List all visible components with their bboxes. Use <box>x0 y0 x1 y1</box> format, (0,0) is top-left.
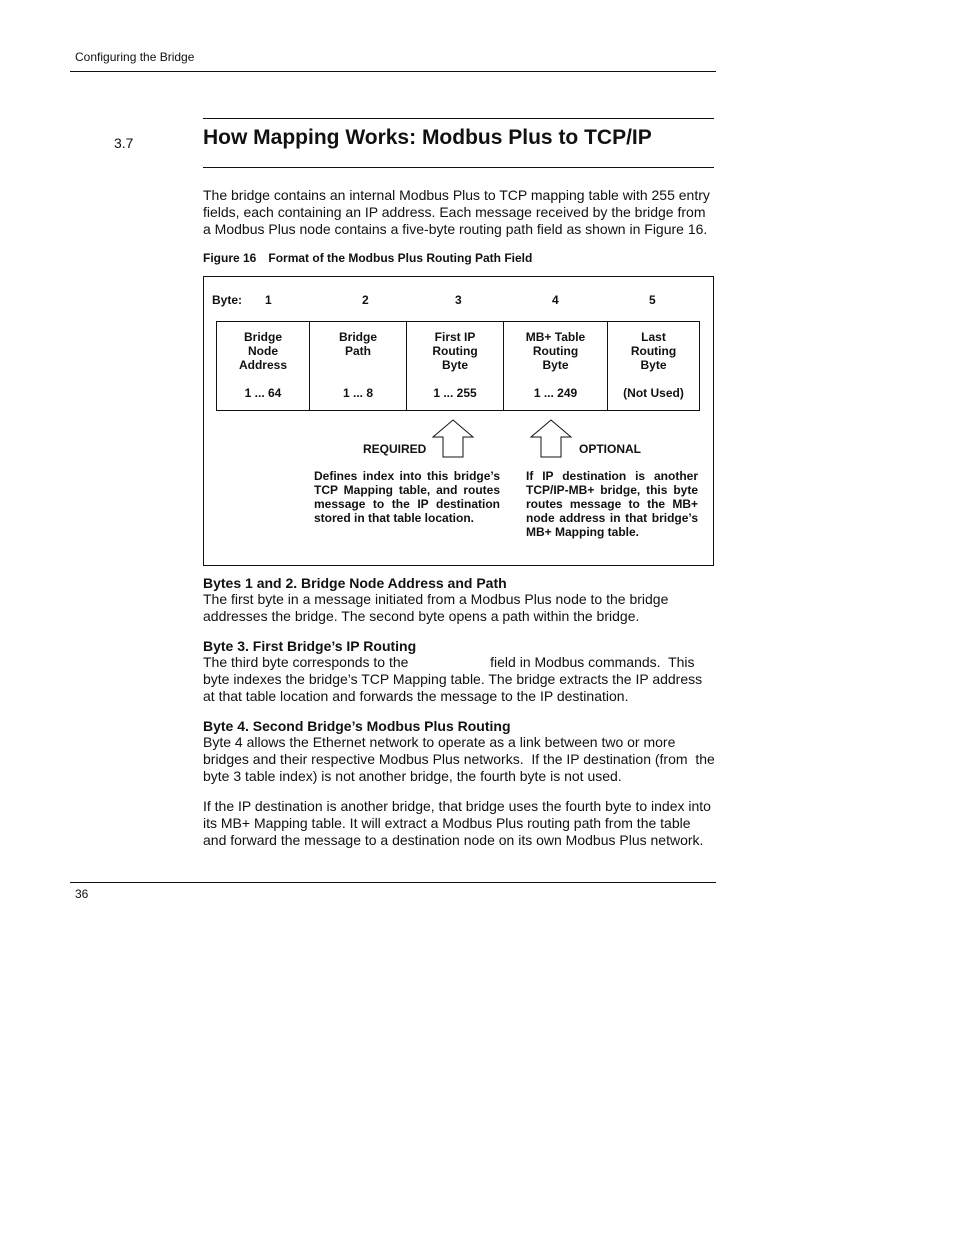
note-line: If IP destination is another <box>526 469 698 483</box>
note-line: routes message to the MB+ <box>526 497 698 511</box>
cell-line: Routing <box>630 344 677 358</box>
routing-byte-table <box>216 321 700 411</box>
required-note <box>314 469 500 525</box>
footer-rule <box>70 882 716 883</box>
byte-number: 3 <box>455 293 462 307</box>
intro-line: fields, each containing an IP address. Each message received by the bridge from <box>203 204 706 220</box>
note-line: stored in that table location. <box>314 511 475 525</box>
body-line: Byte 4 allows the Ethernet network to operate as a link between two or more <box>203 734 676 750</box>
subsection-body <box>203 591 723 625</box>
intro-paragraph <box>203 187 723 238</box>
figure-caption <box>203 251 532 265</box>
body-line: addresses the bridge. The second byte opens a path within the bridge. <box>203 608 640 624</box>
figure-title: Format of the Modbus Plus Routing Path Field <box>268 251 533 265</box>
note-line: Defines index into this bridge’s <box>314 469 500 483</box>
byte-prefix-label: Byte: <box>212 293 243 307</box>
cell-line: Node <box>248 344 278 358</box>
note-line: TCP/IP-MB+ bridge, this byte <box>526 483 698 497</box>
subsection-heading: Byte 4. Second Bridge’s Modbus Plus Routing <box>203 718 511 734</box>
byte-number: 2 <box>362 293 369 307</box>
byte-cell-last-routing <box>608 322 699 410</box>
required-label: REQUIRED <box>363 442 427 456</box>
section-title: How Mapping Works: Modbus Plus to TCP/IP <box>203 126 652 149</box>
note-line: message to the IP destination <box>314 497 500 511</box>
required-arrow-icon <box>431 419 475 459</box>
section-number: 3.7 <box>114 135 134 151</box>
subsection-heading: Bytes 1 and 2. Bridge Node Address and Path <box>203 575 507 591</box>
cell-line: Routing <box>532 344 579 358</box>
body-line: byte 3 table index) is not another bridge, the fourth byte is not used. <box>203 768 622 784</box>
note-line: node address in that bridge’s <box>526 511 698 525</box>
body-line: bridges and their respective Modbus Plus networks. If the IP destination (from the <box>203 751 715 767</box>
subsection-body <box>203 734 723 785</box>
body-line: and forward the message to a destination node on its own Modbus Plus network. <box>203 832 704 848</box>
optional-note <box>526 469 698 539</box>
cell-line: MB+ Table <box>525 330 586 344</box>
intro-line: The bridge contains an internal Modbus Plus to TCP mapping table with 255 entry <box>203 187 710 203</box>
cell-line: Last <box>641 330 666 344</box>
page-number: 36 <box>75 887 89 901</box>
cell-line: Byte <box>542 358 569 372</box>
title-top-rule <box>203 118 714 119</box>
closing-paragraph <box>203 798 723 849</box>
cell-range: 1 ... 8 <box>342 386 374 400</box>
optional-label: OPTIONAL <box>579 442 641 456</box>
cell-line: Routing <box>432 344 478 358</box>
cell-range: 1 ... 64 <box>244 386 282 400</box>
body-line: The first byte in a message initiated from a Modbus Plus node to the bridge <box>203 591 669 607</box>
cell-line: Address <box>238 358 288 372</box>
note-line: MB+ Mapping table. <box>526 525 640 539</box>
byte-number: 4 <box>552 293 559 307</box>
intro-line: a Modbus Plus node contains a five-byte routing path field as shown in Figure 16. <box>203 221 708 237</box>
optional-arrow-icon <box>529 419 573 459</box>
cell-line: Byte <box>441 358 468 372</box>
cell-line: Path <box>344 344 371 358</box>
body-line: its MB+ Mapping table. It will extract a Modbus Plus routing path from the table <box>203 815 691 831</box>
cell-line: Bridge <box>243 330 282 344</box>
note-line: TCP Mapping table, and routes <box>314 483 500 497</box>
byte-number: 1 <box>265 293 272 307</box>
cell-range: 1 ... 255 <box>433 386 477 400</box>
cell-range: 1 ... 249 <box>533 386 578 400</box>
subsection-heading: Byte 3. First Bridge’s IP Routing <box>203 638 417 654</box>
routing-path-figure <box>203 276 714 566</box>
body-line: The third byte corresponds to the field in Modbus commands. This <box>203 654 695 670</box>
byte-cell-bridge-node-address <box>217 322 310 410</box>
running-header: Configuring the Bridge <box>75 50 195 64</box>
body-line: at that table location and forwards the message to the IP destination. <box>203 688 629 704</box>
title-bottom-rule <box>203 167 714 168</box>
figure-label: Figure 16 <box>203 251 257 265</box>
subsection-body <box>203 654 723 705</box>
cell-range: (Not Used) <box>623 386 684 400</box>
cell-line: Byte <box>640 358 667 372</box>
cell-line: First IP <box>434 330 476 344</box>
byte-number: 5 <box>649 293 656 307</box>
header-rule <box>70 71 716 72</box>
byte-cell-first-ip-routing <box>407 322 504 410</box>
body-line: byte indexes the bridge’s TCP Mapping table. The bridge extracts the IP address <box>203 671 703 687</box>
byte-cell-bridge-path <box>310 322 407 410</box>
body-line: If the IP destination is another bridge, that bridge uses the fourth byte to index into <box>203 798 711 814</box>
cell-line: Bridge <box>338 330 377 344</box>
byte-cell-mb-table-routing <box>504 322 608 410</box>
